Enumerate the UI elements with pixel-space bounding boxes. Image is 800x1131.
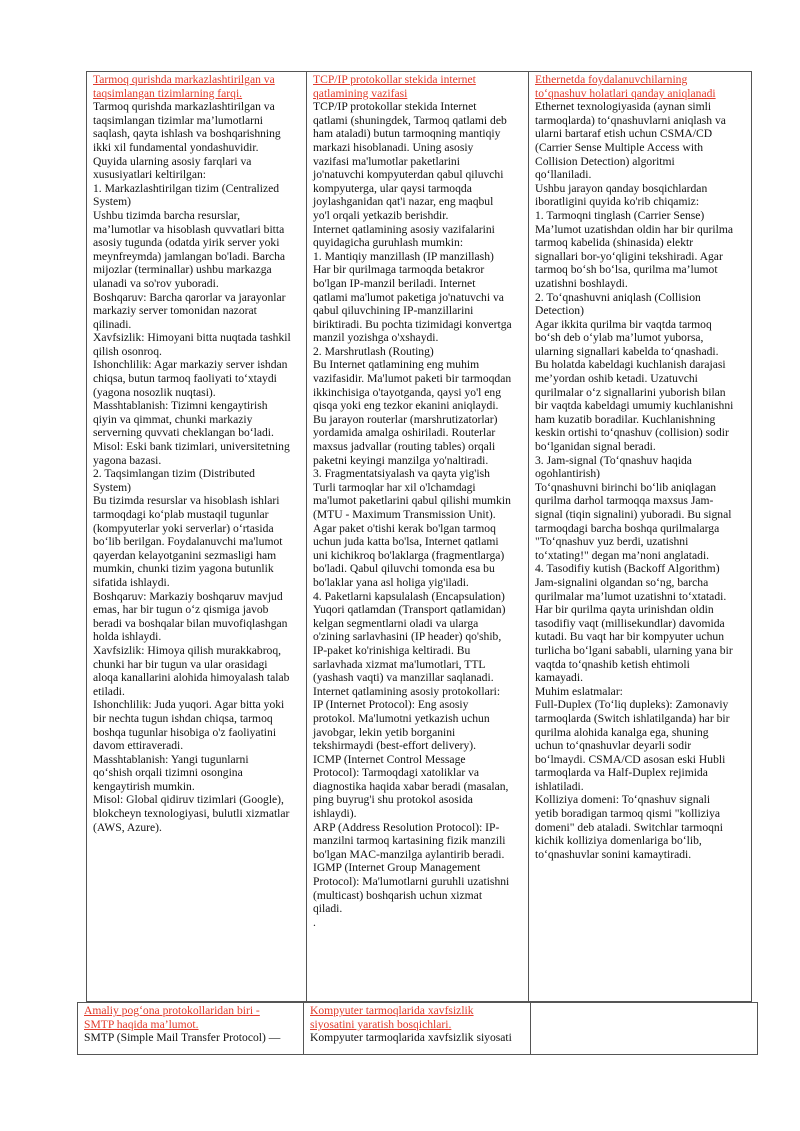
cell-body-line: kompyuterga, ular qaysi tarmoqda [313, 181, 472, 195]
cell-body-line: Kolliziya domeni: To‘qnashuv signali [535, 793, 711, 807]
cell-body-line: qurilma darhol tarmoqqa maxsus Jam- [535, 494, 714, 508]
cell-body-line: Boshqaruv: Barcha qarorlar va jarayonlar [93, 290, 286, 304]
cell-body-line: 2. To‘qnashuvni aniqlash (Collision [535, 290, 701, 304]
cell-body-line: Bu Internet qatlamining eng muhim [313, 358, 480, 372]
cell-body-line: Full-Duplex (To‘liq dupleks): Zamonaviy [535, 698, 729, 712]
cell-body-line: kamayadi. [535, 671, 583, 685]
cell-body-line: (kompyuterlar yoki serverlar) o‘rtasida [93, 521, 274, 535]
table-cell-internet-layer [307, 71, 529, 1002]
cell-body-line: bo‘sh deb o‘ylab ma’lumot yuborsa, [535, 331, 704, 345]
cell-body-line: Masshtablanish: Tizimni kengaytirish [93, 399, 268, 413]
cell-body-line: sifatida ishlaydi. [93, 575, 170, 589]
title-line: taqsimlangan tizimlarning farqi. [93, 86, 243, 100]
cell-body-line: ARP (Address Resolution Protocol): IP- [313, 820, 500, 834]
cell-body-line: iboratligini quyida ko'rib chiqamiz: [535, 195, 700, 209]
cell-body-line: mijozlar (terminallar) ushbu markazga [93, 263, 272, 277]
cell-body-line: bo‘lmaydi. CSMA/CD asosan eski Hubli [535, 752, 726, 766]
cell-body-line: To‘qnashuvni birinchi bo‘lib aniqlagan [535, 480, 717, 494]
cell-body-line: qatlami (shuningdek, Tarmoq qatlami deb [313, 113, 507, 127]
cell-title [93, 73, 301, 100]
cell-body-line: yetib boradigan tarmoq qismi "kolliziya [535, 807, 721, 821]
cell-body [313, 100, 523, 929]
cell-body-line: ogohlantirish) [535, 467, 601, 481]
table-cell-smtp [77, 1002, 304, 1055]
cell-body-line: uchun to‘qnashuvlar deyarli sodir [535, 739, 692, 753]
cell-body-line: Tarmoq qurishda markazlashtirilgan va [93, 100, 275, 114]
cell-body-line: asosiy tugunda (odatda yirik server yoki [93, 236, 280, 250]
cell-body-line: 3. Jam-signal (To‘qnashuv haqida [535, 453, 692, 467]
cell-body-line: tarmoqdagi ko‘plab mustaqil tugunlar [93, 508, 269, 521]
cell-body-line: bo‘lganidan signal beradi. [535, 440, 656, 454]
cell-body-line: (MTU - Maximum Transmission Unit). [313, 508, 496, 521]
cell-body-line: qisqa yoki eng tezkor ekanini aniqlaydi. [313, 399, 499, 413]
cell-body-line: qurilmalar ma’lumot uzatishni to‘xtatadi. [535, 589, 727, 603]
cell-body-line: Ushbu jarayon qanday bosqichlardan [535, 181, 708, 195]
cell-body-line: vazifasi ma'lumotlar paketlarini [313, 154, 460, 168]
cell-body-line: markaziy server tomonidan nazorat [93, 304, 257, 318]
cell-body-line: bir vaqtda kabeldagi umumiy kuchlanishni [535, 399, 734, 413]
cell-body-line: diagnostika haqida xabar beradi (masalan, [313, 779, 509, 793]
cell-body-line: Misol: Eski bank tizimlari, universitetning [93, 440, 290, 454]
cell-body-line: Masshtablanish: Yangi tugunlarni [93, 752, 249, 766]
cell-body-line: maxsus jadvallar (routing tables) orqali [313, 440, 496, 454]
cell-body-line: Internet qatlamining asosiy protokollari: [313, 684, 501, 698]
cell-body-line: Kompyuter tarmoqlarida xavfsizlik siyosati [310, 1031, 512, 1045]
cell-body-line: Jam-signalini olgandan so‘ng, barcha [535, 575, 709, 589]
cell-body-line: 1. Markazlashtirilgan tizim (Centralized [93, 181, 280, 195]
cell-title [535, 73, 746, 100]
cell-body-line: (Carrier Sense Multiple Access with [535, 140, 704, 154]
cell-body-line: turlicha bo‘lgani sababli, ularning yana bir [535, 643, 733, 657]
cell-body-line: chunki har bir tugun va ular orasidagi [93, 657, 268, 671]
table-cell-ethernet-collisions [529, 71, 752, 1002]
cell-body-line: meynfreymda) jamlangan bo'ladi. Barcha [93, 249, 286, 263]
cell-body-line: Muhim eslatmalar: [535, 684, 623, 698]
cell-body-line: tarmoqlarda va Half-Duplex rejimida [535, 766, 708, 780]
cell-body-line: Protocol): Ma'lumotlarni guruhli uzatishni [313, 875, 510, 889]
cell-body-line: IP-paket ko'rinishiga keltiradi. Bu [313, 643, 471, 657]
cell-body-line: signallari bor-yo‘qligini tekshiradi. Agar [535, 249, 723, 263]
cell-body-line: Bu tizimda resurslar va hisoblash ishlari [93, 494, 280, 508]
cell-body-line: kutadi. Bu vaqt har bir kompyuter uchun [535, 630, 725, 644]
cell-body-line: chiqsa, butun tarmoq faoliyati to‘xtaydi [93, 372, 277, 386]
cell-body-line: Ma’lumot uzatishdan oldin har bir qurilma [535, 222, 734, 236]
cell-body-line: 2. Taqsimlangan tizim (Distributed [93, 467, 255, 481]
cell-body-line: yo'l orqali yetkazib berishdir. [313, 208, 449, 222]
title-line: Tarmoq qurishda markazlashtirilgan va [93, 73, 275, 86]
cell-body-line: me’yordan oshib ketadi. Uzatuvchi [535, 372, 698, 386]
table-cell-empty [531, 1002, 758, 1055]
cell-body-line: qurilma alohida kanalga ega, shuning [535, 725, 709, 739]
cell-body-line: tarmoqlarda) to‘qnashuvlarni aniqlash va [535, 113, 726, 127]
cell-body-line: yordamida amalga oshiriladi. Routerlar [313, 426, 496, 440]
cell-body-line: ham kuzatib boradilar. Kuchlanishning [535, 412, 716, 426]
cell-body-line: Agar ikkita qurilma bir vaqtda tarmoq [535, 317, 712, 331]
cell-body-line: Ishonchlilik: Juda yuqori. Agar bitta yoki [93, 698, 285, 712]
cell-body-line: joylashganidan qat'i nazar, eng maqbul [313, 195, 494, 209]
cell-body-line: keskin ortishi to‘qnashuv (collision) sodir [535, 426, 729, 440]
cell-body-line: qo‘llaniladi. [535, 168, 592, 182]
cell-body-line: Boshqaruv: Markaziy boshqaruv mavjud [93, 589, 283, 603]
cell-body-line: qatlami ma'lumot paketiga jo'natuvchi va [313, 290, 504, 304]
cell-body-line: etiladi. [93, 684, 125, 698]
cell-body-line: blokcheyn texnologiyasi, bulutli xizmatlar [93, 807, 290, 821]
cell-body-line: uni kichikroq bo'laklarga (fragmentlarga) [313, 548, 505, 562]
cell-body-line: manzilni tarmoq kartasining fizik manzili [313, 834, 506, 848]
cell-body-line: . [313, 915, 316, 929]
cell-body-line: Har bir qurilma qayta urinishdan oldin [535, 603, 714, 617]
cell-body-line: ma’lumotlar va hisoblash quvvatlari bitta [93, 222, 285, 236]
cell-body-line: biriktiradi. Bu pochta tizimidagi konvertga [313, 317, 512, 331]
title-line: SMTP haqida ma’lumot. [84, 1017, 199, 1031]
title-line: TCP/IP protokollar stekida internet [313, 73, 476, 86]
cell-body-line: tarmoqdagi barcha boshqa qurilmalarga [535, 521, 720, 535]
cell-body-line: qayerdan kelayotganini sezmasligi ham [93, 548, 277, 562]
cell-body-line: Quyida ularning asosiy farqlari va [93, 154, 252, 168]
cell-body-line: aloqa kanallarini alohida himoyalash talab [93, 671, 290, 685]
cell-body-line: tarmoq bo‘sh bo‘lsa, qurilma ma’lumot [535, 263, 718, 277]
cell-body-line: davom ettiraveradi. [93, 739, 184, 753]
cell-body-line: ikki xil fundamental yondashuvidir. [93, 140, 259, 154]
cell-body-line: kichik kolliziya domenlariga bo‘lib, [535, 834, 702, 848]
cell-body [535, 100, 746, 861]
cell-body-line: kelgan segmentlarni oladi va ularga [313, 616, 479, 630]
cell-body-line: paketni keyingi manzilga yo'naltiradi. [313, 453, 489, 467]
cell-body-line: bo'lgan IP-manzil beriladi. Internet [313, 276, 476, 290]
cell-body-line: tarmoq kabelida (shinasida) elektr [535, 236, 694, 250]
cell-body-line: markazi hisoblanadi. Uning asosiy [313, 140, 474, 154]
cell-body-line: yagona bazasi. [93, 453, 162, 467]
cell-body-line: 2. Marshrutlash (Routing) [313, 344, 434, 358]
cell-body-line: ishlaydi). [313, 807, 357, 821]
cell-body-line: (multicast) boshqarish uchun xizmat [313, 888, 483, 902]
cell-body-line: tasodifiy vaqt (millisekundlar) davomida [535, 616, 725, 630]
cell-body-line: Ishonchlilik: Agar markaziy server ishdan [93, 358, 288, 372]
cell-body-line: Protocol): Tarmoqdagi xatoliklar va [313, 766, 480, 780]
cell-body-line: ishlatiladi. [535, 779, 584, 793]
cell-body-line: TCP/IP protokollar stekida Internet [313, 100, 477, 114]
cell-body-line: domeni" deb ataladi. Switchlar tarmoqni [535, 820, 723, 834]
cell-body-line: taqsimlangan tizimlar ma’lumotlarni [93, 113, 263, 127]
cell-body-line: Detection) [535, 304, 584, 318]
table-cell-centralized-vs-distributed [86, 71, 307, 1002]
cell-body-line: qiyin va qimmat, chunki markaziy [93, 412, 253, 426]
cell-body-line: Xavfsizlik: Himoya qilish murakkabroq, [93, 643, 282, 657]
cell-body-line: Ushbu tizimda barcha resurslar, [93, 208, 240, 222]
cell-body [93, 100, 301, 834]
cell-body-line: qilish osonroq. [93, 344, 162, 358]
cell-body-line: Bu holatda kabeldagi kuchlanish darajasi [535, 358, 726, 372]
cell-body-line: (AWS, Azure). [93, 820, 162, 834]
cell-body-line: bo'ladi. Qabul qiluvchi tomonda esa bu [313, 562, 495, 576]
cell-body-line: Yuqori qatlamdan (Transport qatlamidan) [313, 603, 506, 617]
cell-body-line: beradi va boshqalar bilan muvofiqlashgan [93, 616, 288, 630]
title-line: siyosatini yaratish bosqichlari. [310, 1017, 452, 1031]
cell-body-line: holda ishlaydi. [93, 630, 162, 644]
cell-body-line: ICMP (Internet Control Message [313, 752, 466, 766]
table-cell-security-policy [304, 1002, 531, 1055]
cell-body-line: ularning signallari kabelda to‘qnashadi. [535, 344, 719, 358]
cell-title [84, 1004, 298, 1031]
cell-body-line: tarmoqlarda (Switch ishlatilganda) har bir [535, 711, 730, 725]
cell-body-line: serverning quvvati cheklangan bo‘ladi. [93, 426, 274, 440]
cell-body-line: ping buyrug'i shu protokol asosida [313, 793, 473, 807]
cell-body-line: Ethernet texnologiyasida (aynan simli [535, 100, 712, 114]
title-line: to‘qnashuv holatlari qanday aniqlanadi [535, 86, 716, 100]
title-line: Amaliy pog‘ona protokollaridan biri - [84, 1004, 260, 1017]
cell-body-line: protokol. Ma'lumotni yetkazish uchun [313, 711, 490, 725]
cell-body-line: vaqtda to‘qnashib ketish ehtimoli [535, 657, 690, 671]
cell-body-line: sarlavhada xizmat ma'lumotlari, TTL [313, 657, 486, 671]
cell-body-line: mumkin, chunki tizim yagona butunlik [93, 562, 274, 576]
cell-body-line: ham ataladi) butun tarmoqning mantiqiy [313, 127, 501, 141]
cell-body-line: ma'lumot paketlarini qabul qilishi mumkin [313, 494, 511, 508]
cell-body-line: qilinadi. [93, 317, 132, 331]
cell-body-line: 3. Fragmentatsiyalash va qayta yig'ish [313, 467, 490, 481]
cell-body-line: to‘qnashuvlar sonini kamaytiradi. [535, 847, 692, 861]
cell-body-line: IP (Internet Protocol): Eng asosiy [313, 698, 469, 712]
cell-body-line: saqlash, qayta ishlash va boshqarishning [93, 127, 281, 141]
cell-body-line: SMTP (Simple Mail Transfer Protocol) — [84, 1031, 281, 1045]
cell-body-line: kengaytirish mumkin. [93, 779, 195, 793]
cell-body-line: 1. Tarmoqni tinglash (Carrier Sense) [535, 208, 705, 222]
cell-body-line: signal (tiqin signalini) yuboradi. Bu signal [535, 508, 732, 521]
cell-body-line: Turli tarmoqlar har xil o'lchamdagi [313, 480, 476, 494]
cell-body-line: uchun juda katta bo'lsa, Internet qatlami [313, 535, 499, 549]
title-line: Kompyuter tarmoqlarida xavfsizlik [310, 1004, 474, 1017]
cell-body-line: qiladi. [313, 902, 343, 916]
cell-body-line: qurilmalar o‘z signallarini yuborish bilan [535, 385, 726, 399]
cell-title [313, 73, 523, 100]
cell-body-line: tekshirmaydi (best-effort delivery). [313, 739, 477, 753]
cell-body-line: qabul qiluvchining IP-manzillarini [313, 304, 474, 318]
cell-body-line: System) [93, 195, 132, 209]
cell-body-line: (yashash vaqti) va manzillar saqlanadi. [313, 671, 494, 685]
cell-body-line: jo'natuvchi kompyuterdan qabul qiluvchi [313, 168, 504, 182]
cell-body-line: "To‘qnashuv yuz berdi, uzatishni [535, 535, 689, 549]
cell-body-line: 4. Tasodifiy kutish (Backoff Algorithm) [535, 562, 720, 576]
cell-body-line: quyidagicha guruhlash mumkin: [313, 236, 464, 250]
cell-body-line: IGMP (Internet Group Management [313, 861, 481, 875]
cell-body-line: boshqa tugunlar hisobiga o'z faoliyatini [93, 725, 277, 739]
cell-body-line: javobgar, lekin yetib borganini [313, 725, 456, 739]
cell-body-line: qo‘shish orqali tizimni osongina [93, 766, 243, 780]
cell-body-line: (yagona nosozlik nuqtasi). [93, 385, 216, 399]
cell-body-line: ulanadi va so'rov yuboradi. [93, 276, 219, 290]
cell-body-line: emas, har bir tugun o‘z qismiga javob [93, 603, 269, 617]
cell-body-line: uzatishni boshlaydi. [535, 276, 628, 290]
cell-body-line: Misol: Global qidiruv tizimlari (Google), [93, 793, 284, 807]
cell-body-line: Har bir qurilmaga tarmoqda betakror [313, 263, 485, 277]
cell-body-line: ularni bartaraf etish uchun CSMA/CD [535, 127, 713, 141]
title-line: Ethernetda foydalanuvchilarning [535, 73, 688, 86]
cell-body-line: manzil yozishga o'xshaydi. [313, 331, 439, 345]
cell-body-line: bo‘lib berilgan. Foydalanuvchi ma'lumot [93, 535, 283, 549]
cell-body-line: System) [93, 480, 132, 494]
cell-body-line: Collision Detection) algoritmi [535, 154, 675, 168]
cell-body-line: bo'lgan MAC-manzilga aylantirib beradi. [313, 847, 505, 861]
cell-body-line: Internet qatlamining asosiy vazifalarini [313, 222, 495, 236]
cell-body-line: ikkinchisiga o'tayotganda, qaysi yo'l eng [313, 385, 502, 399]
cell-body-line: xususiyatlari keltirilgan: [93, 168, 207, 182]
cell-title [310, 1004, 525, 1031]
cell-body-line: Xavfsizlik: Himoyani bitta nuqtada tashkil [93, 331, 291, 345]
cell-body-line: bir nechta tugun ishdan chiqsa, tarmoq [93, 711, 273, 725]
title-line: qatlamining vazifasi [313, 86, 408, 100]
cell-body-line: to‘xtating!" degan ma’noni anglatadi. [535, 548, 710, 562]
cell-body-line: Agar paket o'tishi kerak bo'lgan tarmoq [313, 521, 496, 535]
cell-body-line: 4. Paketlarni kapsulalash (Encapsulation) [313, 589, 505, 603]
cell-body-line: o'zining sarlavhasini (IP header) qo'shib, [313, 630, 502, 644]
cell-body-line: bo'laklar yana asl holiga yig'iladi. [313, 575, 469, 589]
cell-body-line: 1. Mantiqiy manzillash (IP manzillash) [313, 249, 494, 263]
cell-body-line: vazifasidir. Ma'lumot paketi bir tarmoqdan [313, 372, 512, 386]
cell-body-line: Bu jarayon routerlar (marshrutizatorlar) [313, 412, 498, 426]
